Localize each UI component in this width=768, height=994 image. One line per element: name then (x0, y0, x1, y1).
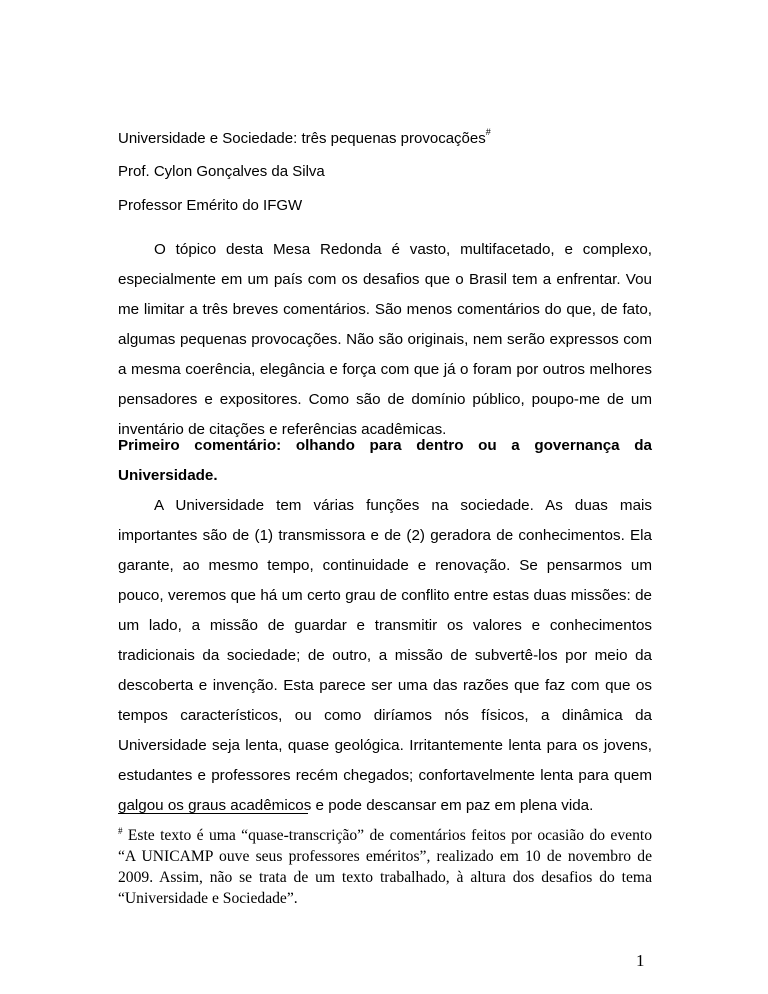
footnote (118, 821, 652, 909)
author-affiliation: Professor Emérito do IFGW (118, 197, 303, 214)
title-footnote-mark: # (485, 127, 491, 137)
intro-paragraph: O tópico desta Mesa Redonda é vasto, multifacetado, e complexo, especialmente em um país com os desafios que o Brasil tem a enfrentar. Vou me limitar a três breves comentários. São menos comentários do que, de fato, algumas pequenas provocações. Não são originais, nem serão expressos com a mesma coerência, elegância e força com que já o foram por outros melhores pensadores e expositores. Como são de domínio público, poupo-me de um inventário de citações e referências acadêmicas. (118, 241, 652, 438)
document-title-text: Universidade e Sociedade: três pequenas provocações (118, 130, 486, 147)
footnote-text: Este texto é uma “quase-transcrição” de comentários feitos por ocasião do evento “A UNICAMP ouve seus professores eméritos”, realizado em 10 de novembro de 2009. Assim, não se trata de um texto trabalhado, à altura dos desafios do tema “Universidade e Sociedade”. (118, 827, 652, 908)
page-number: 1 (636, 951, 645, 970)
document-title (118, 129, 491, 147)
author-name: Prof. Cylon Gonçalves da Silva (118, 163, 325, 180)
footnote-divider (118, 813, 308, 814)
footnote-mark: # (118, 826, 123, 836)
section-paragraph: A Universidade tem várias funções na sociedade. As duas mais importantes são de (1) transmissora e de (2) geradora de conhecimentos. Ela garante, ao mesmo tempo, continuidade e renovação. Se pensarmos um pouco, veremos que há um certo grau de conflito entre estas duas missões: de um lado, a missão de guardar e transmitir os valores e conhecimentos tradicionais da sociedade; de outro, a missão de subvertê-los por meio da descoberta e invenção. Esta parece ser uma das razões que faz com que os tempos característicos, ou como diríamos nós físicos, a dinâmica da Universidade seja lenta, quase geológica. Irritantemente lenta para os jovens, estudantes e professores recém chegados; confortavelmente lenta para quem galgou os graus acadêmicos e pode descansar em paz em plena vida. (118, 497, 652, 814)
section-heading: Primeiro comentário: olhando para dentro ou a governança da Universidade. (118, 437, 652, 484)
